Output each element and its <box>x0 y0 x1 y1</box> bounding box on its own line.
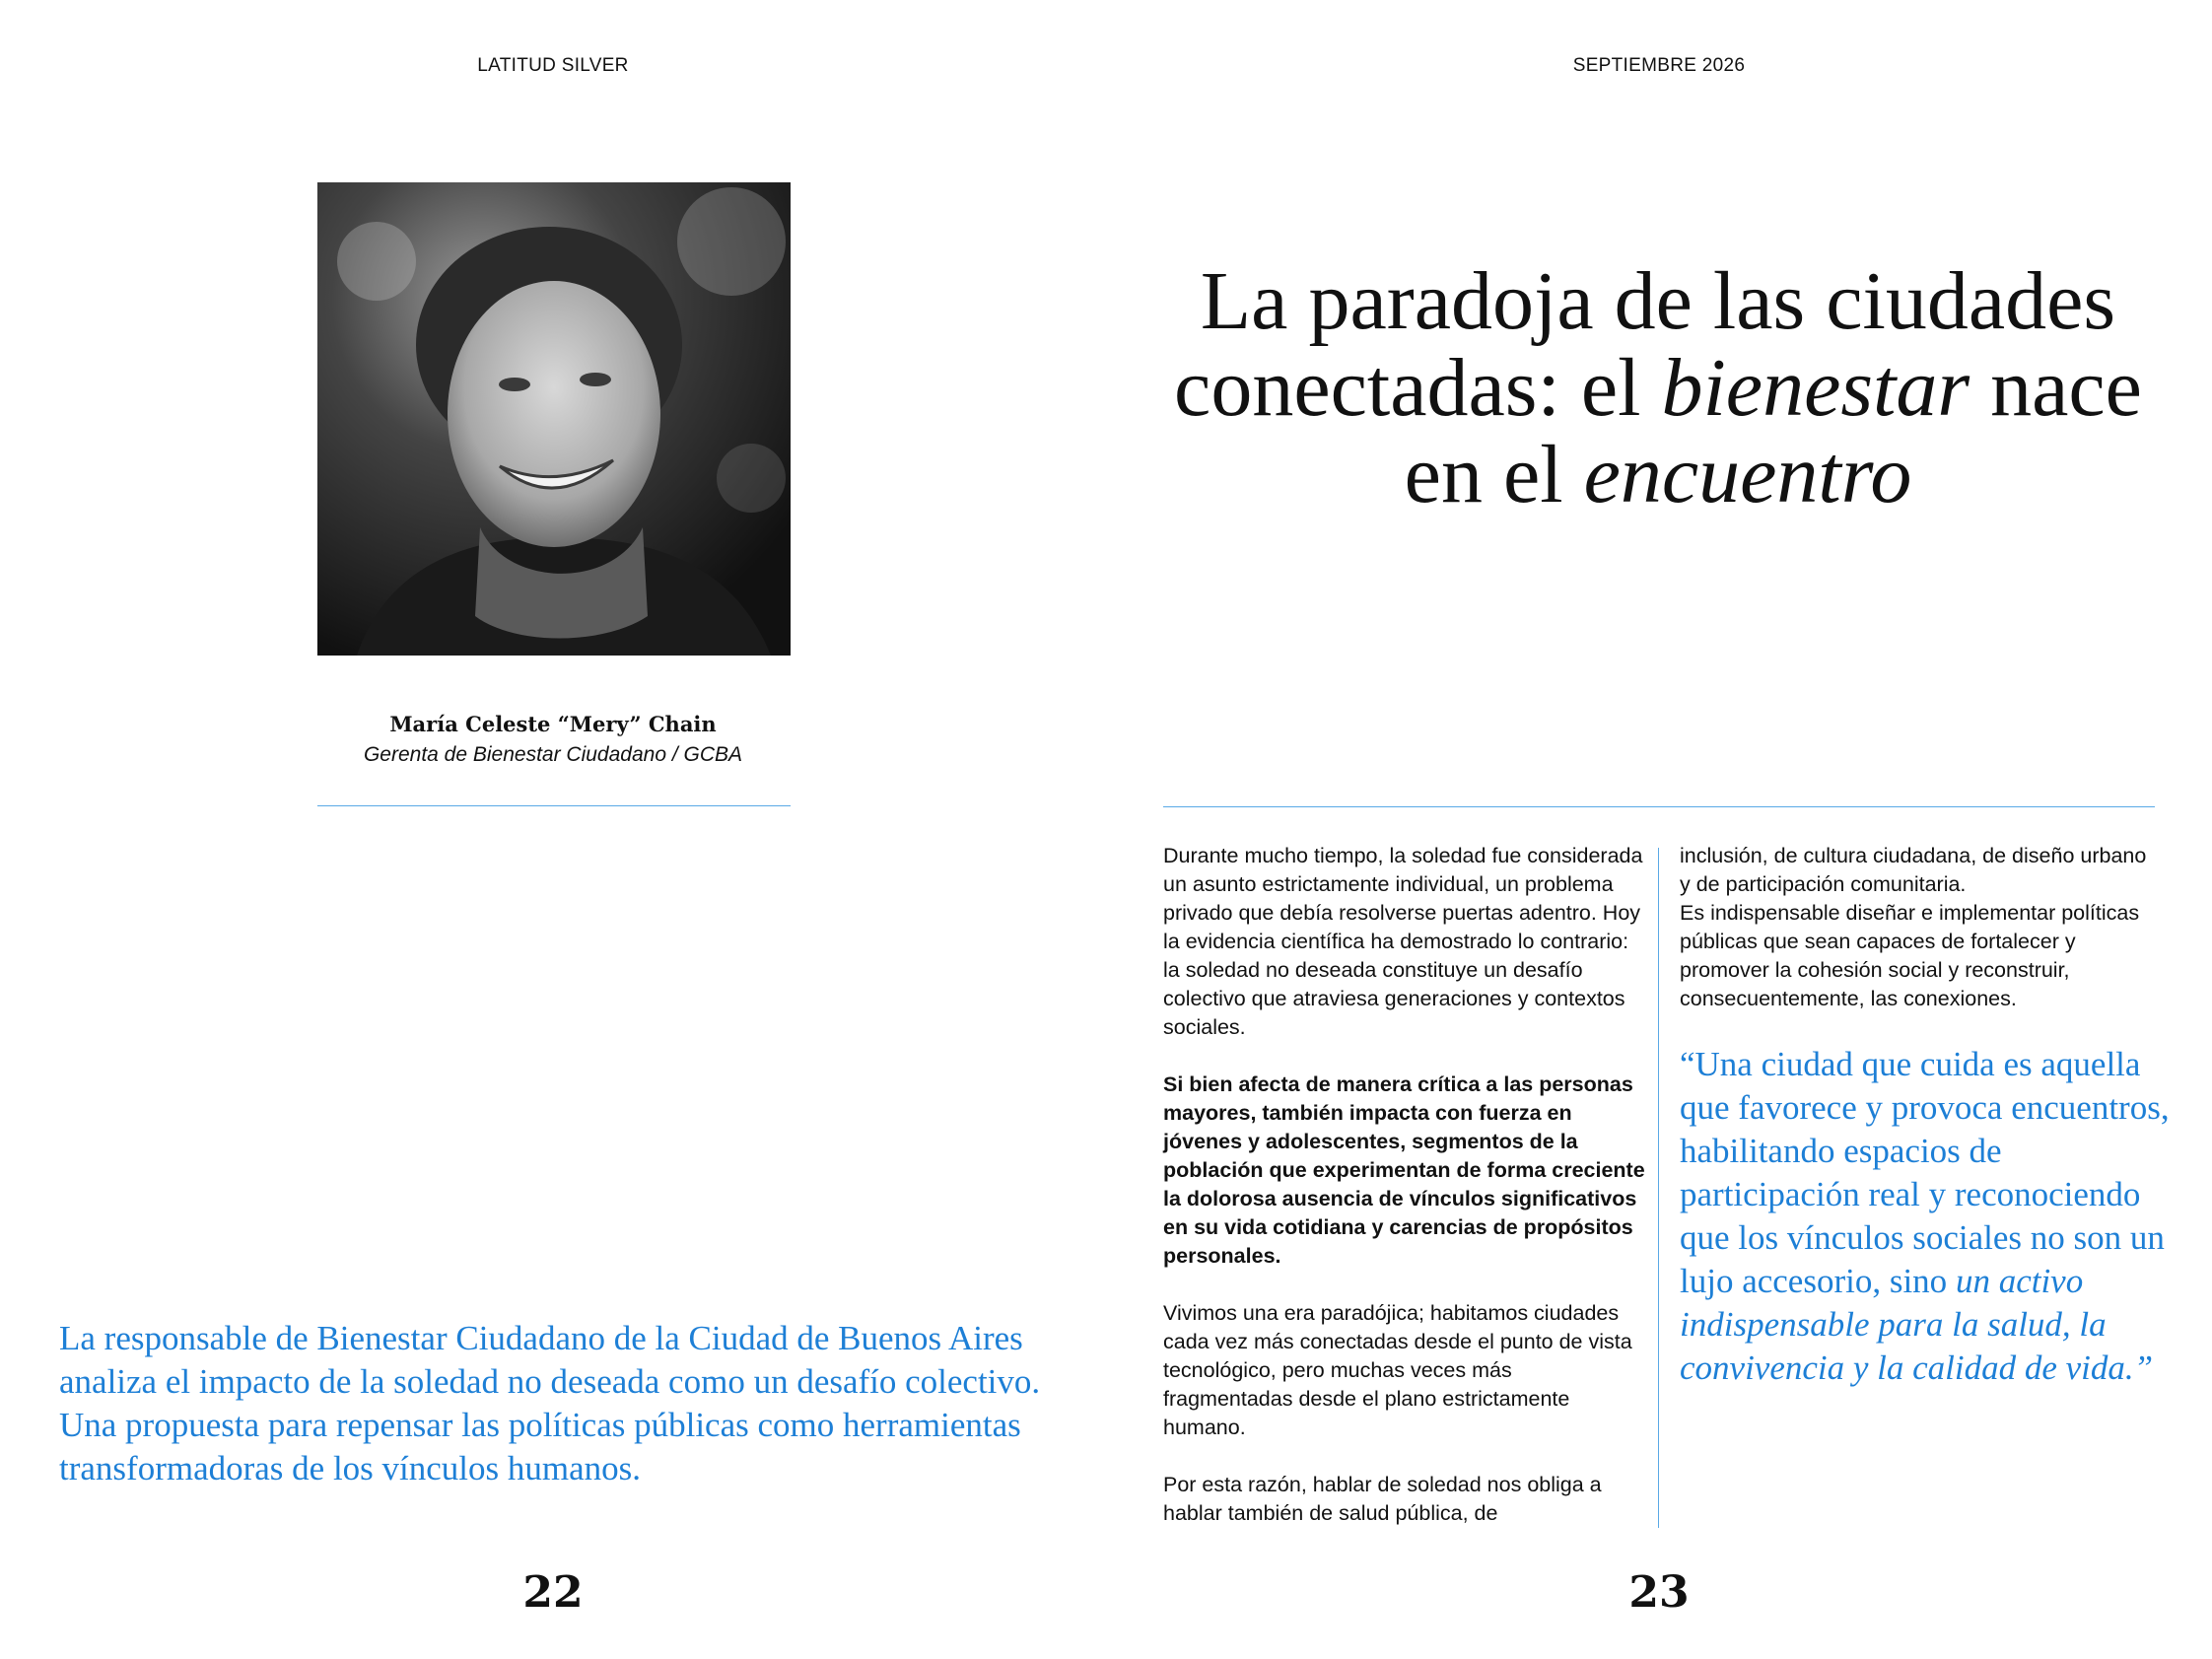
caption-rule <box>317 805 791 806</box>
portrait-illustration <box>317 182 791 656</box>
lead-paragraph: La responsable de Bienestar Ciudadano de la Ciudad de Buenos Aires analiza el impacto de la soledad no deseada como un desafío colectivo. Una propuesta para repensar las políticas públicas como herramientas transformadoras de los vínculos humanos. <box>59 1319 1041 1487</box>
title-part-2: nace en el <box>1404 342 2142 520</box>
body-column-2 <box>1680 842 2163 1013</box>
column-divider <box>1658 848 1659 1528</box>
pull-quote <box>1680 1043 2173 1390</box>
body-paragraph-1: Durante mucho tiempo, la soledad fue considerada un asunto estrictamente individual, un problema privado que debía resolverse puertas adentro. Hoy la evidencia científica ha demostrado lo contrario: la soledad no deseada constituye un desafío colectivo que atraviesa generaciones y contextos sociales. <box>1163 844 1643 1039</box>
page-number-right: 23 <box>1628 1567 1690 1618</box>
caption-name: María Celeste “Mery” Chain <box>389 712 717 736</box>
title-italic-encuentro: encuentro <box>1583 429 1912 520</box>
title-rule <box>1163 806 2155 807</box>
body-paragraph-6: Es indispensable diseñar e implementar políticas públicas que sean capaces de fortalecer y promover la cohesión social y reconstruir, consecuentemente, las conexiones. <box>1680 901 2140 1010</box>
right-page <box>1106 0 2212 1659</box>
body-paragraph-3: Vivimos una era paradójica; habitamos ciudades cada vez más conectadas desde el punto de vista tecnológico, pero muchas veces más fragmentadas desde el plano estrictamente humano. <box>1163 1301 1632 1439</box>
title-italic-bienestar: bienestar <box>1661 342 1970 434</box>
pull-quote-regular: “Una ciudad que cuida es aquella que favorece y provoca encuentros, habilitando espacios de participación real y reconociendo que los vínculos sociales no son un lujo accesorio, sino <box>1680 1045 2170 1300</box>
title-part-1: La paradoja de las ciudades conectadas: el <box>1174 255 2116 434</box>
body-paragraph-5: inclusión, de cultura ciudadana, de diseño urbano y de participación comunitaria. <box>1680 844 2147 896</box>
running-head-left: LATITUD SILVER <box>477 55 629 76</box>
article-title <box>1165 255 2151 520</box>
portrait-photo <box>317 182 791 656</box>
body-paragraph-2-bold: Si bien afecta de manera crítica a las personas mayores, también impacta con fuerza en jóvenes y adolescentes, segmentos de la población que experimentan de forma creciente la dolorosa ausencia de vínculos significativos en su vida cotidiana y carencias de propósitos personales. <box>1163 1072 1645 1268</box>
pull-quote-italic: un activo indispensable para la salud, la convivencia y la calidad de vida.” <box>1680 1262 2154 1387</box>
body-column-1 <box>1163 842 1646 1556</box>
page-number-left: 22 <box>522 1567 584 1618</box>
caption-role: Gerenta de Bienestar Ciudadano / GCBA <box>363 743 743 766</box>
body-paragraph-4: Por esta razón, hablar de soledad nos obliga a hablar también de salud pública, de <box>1163 1473 1602 1525</box>
running-head-right: SEPTIEMBRE 2026 <box>1572 55 1746 76</box>
